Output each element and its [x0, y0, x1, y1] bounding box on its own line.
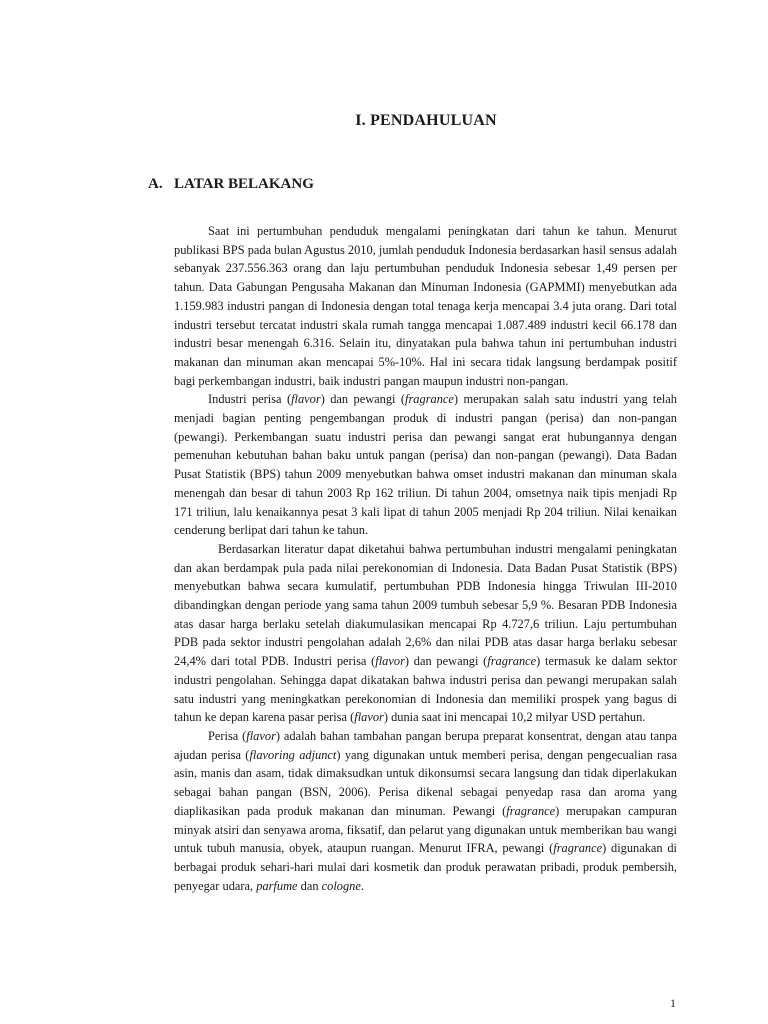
italic-term: fragrance — [487, 654, 537, 669]
text-run: ) merupakan campuran minyak atsiri dan senyawa aroma, fiksatif, dan pelarut yang digunakan untuk memberikan bau wangi untuk tubuh manusia, obyek, ataupun ruangan. Menurut IFRA, pewangi ( — [174, 803, 678, 856]
text-run: ) dan pewangi ( — [320, 392, 406, 407]
italic-term: flavor — [375, 654, 405, 669]
chapter-title: I. PENDAHULUAN — [355, 112, 497, 129]
text-run: ) yang digunakan untuk memberi perisa, dengan pengecualian rasa asin, manis dan asam, tidak dimaksudkan untuk dikonsumsi secara langsung dan tidak diperlakukan sebagai bahan pangan (BSN, 2006). Perisa dikenal sebagai penyedap rasa dan aroma yang diaplikasikan pada produk makanan dan minuman. Pewangi ( — [174, 747, 678, 818]
text-run: Saat ini pertumbuhan penduduk mengalami peningkatan dari tahun ke tahun. Menurut publikasi BPS pada bulan Agustus 2010, jumlah penduduk Indonesia berdasarkan hasil sensus adalah sebanyak 237.556.363 orang dan laju pertumbuhan penduduk Indonesia sebesar 1,49 persen per tahun. Data Gabungan Pengusaha Makanan dan Minuman Indonesia (GAPMMI) menyebutkan ada 1.159.983 industri pangan di Indonesia dengan total tenaga kerja mencapai 3.4 juta orang. Dari total industri tersebut tercatat industri skala rumah tangga mencapai 1.087.489 industri kecil 66.178 dan industri besar menengah 6.316. Selain itu, dinyatakan pula bahwa tahun ini pertumbuhan industri makanan dan minuman akan mencapai 5%-10%. Hal ini secara tidak langsung berdampak positif bagi perkembangan industri, baik industri pangan maupun industri non-pangan. — [174, 224, 677, 388]
italic-term: cologne — [321, 878, 361, 893]
italic-term: fragrance — [506, 803, 556, 818]
paragraph — [174, 727, 677, 895]
text-run: Industri perisa ( — [208, 392, 292, 407]
text-run: ) digunakan di berbagai produk sehari-hari mulai dari kosmetik dan produk perawatan pribadi, produk pembersih, penyegar udara, — [174, 841, 677, 893]
italic-term: parfume — [256, 878, 298, 893]
section-heading — [148, 176, 314, 193]
paragraph — [174, 222, 677, 390]
italic-term: fragrance — [405, 392, 454, 407]
section-title: LATAR BELAKANG — [174, 176, 314, 192]
section-number: A. — [148, 176, 163, 192]
text-run: ) dunia saat ini mencapai 10,2 milyar USD pertahun. — [383, 710, 646, 725]
text-run: Berdasarkan literatur dapat diketahui bahwa pertumbuhan industri mengalami peningkatan dan akan berdampak pula pada nilai perekonomian di Indonesia. Data Badan Pusat Statistik (BPS) menyebutkan bahwa secara kumulatif, pertumbuhan PDB Indonesia hingga Triwulan III-2010 dibandingkan dengan periode yang sama tahun 2009 tumbuh sebesar 5,9 %. Besaran PDB Indonesia atas dasar harga berlaku setelah diakumulasikan mencapai Rp 4.727,6 triliun. Laju pertumbuhan PDB pada sektor industri pengolahan adalah 2,6% dan nilai PDB atas dasar harga berlaku sebesar 24,4% dari total PDB. Industri perisa ( — [174, 541, 677, 669]
body-text — [174, 222, 677, 895]
text-run: ) termasuk ke dalam sektor industri pengolahan. Sehingga dapat dikatakan bahwa industri perisa dan pewangi merupakan salah satu industri yang meningkatkan perekonomian di Indonesia dan memiliki prospek yang bagus di tahun ke depan karena pasar perisa ( — [174, 654, 677, 725]
italic-term: fragrance — [553, 841, 603, 856]
page-number: 1 — [670, 996, 676, 1010]
paragraph — [174, 390, 677, 540]
text-run: ) adalah bahan tambahan pangan berupa preparat konsentrat, dengan atau tanpa ajudan perisa ( — [174, 728, 677, 762]
text-run: dan — [297, 878, 322, 893]
text-run: . — [360, 878, 364, 893]
italic-term: flavor — [291, 392, 321, 407]
italic-term: flavor — [354, 710, 384, 725]
italic-term: flavoring adjunct — [249, 747, 337, 762]
text-run: ) merupakan salah satu industri yang telah menjadi bagian penting pengembangan produk di industri pangan (perisa) dan non-pangan (pewangi). Perkembangan suatu industri perisa dan pewangi sangat erat hubungannya dengan pemenuhan kebutuhan bahan baku untuk pangan (perisa) dan non-pangan (pewangi). Data Badan Pusat Statistik (BPS) tahun 2009 menyebutkan bahwa omset industri makanan dan minuman skala menengah dan besar di tahun 2003 Rp 162 triliun. Di tahun 2004, omsetnya naik tipis menjadi Rp 171 triliun, lalu kenaikannya pesat 3 kali lipat di tahun 2005 menjadi Rp 204 triliun. Nilai kenaikan cenderung berlipat dari tahun ke tahun. — [174, 392, 677, 538]
text-run: ) dan pewangi ( — [404, 654, 488, 669]
paragraph — [174, 540, 677, 727]
italic-term: flavor — [246, 728, 276, 743]
text-run: Perisa ( — [208, 728, 247, 743]
